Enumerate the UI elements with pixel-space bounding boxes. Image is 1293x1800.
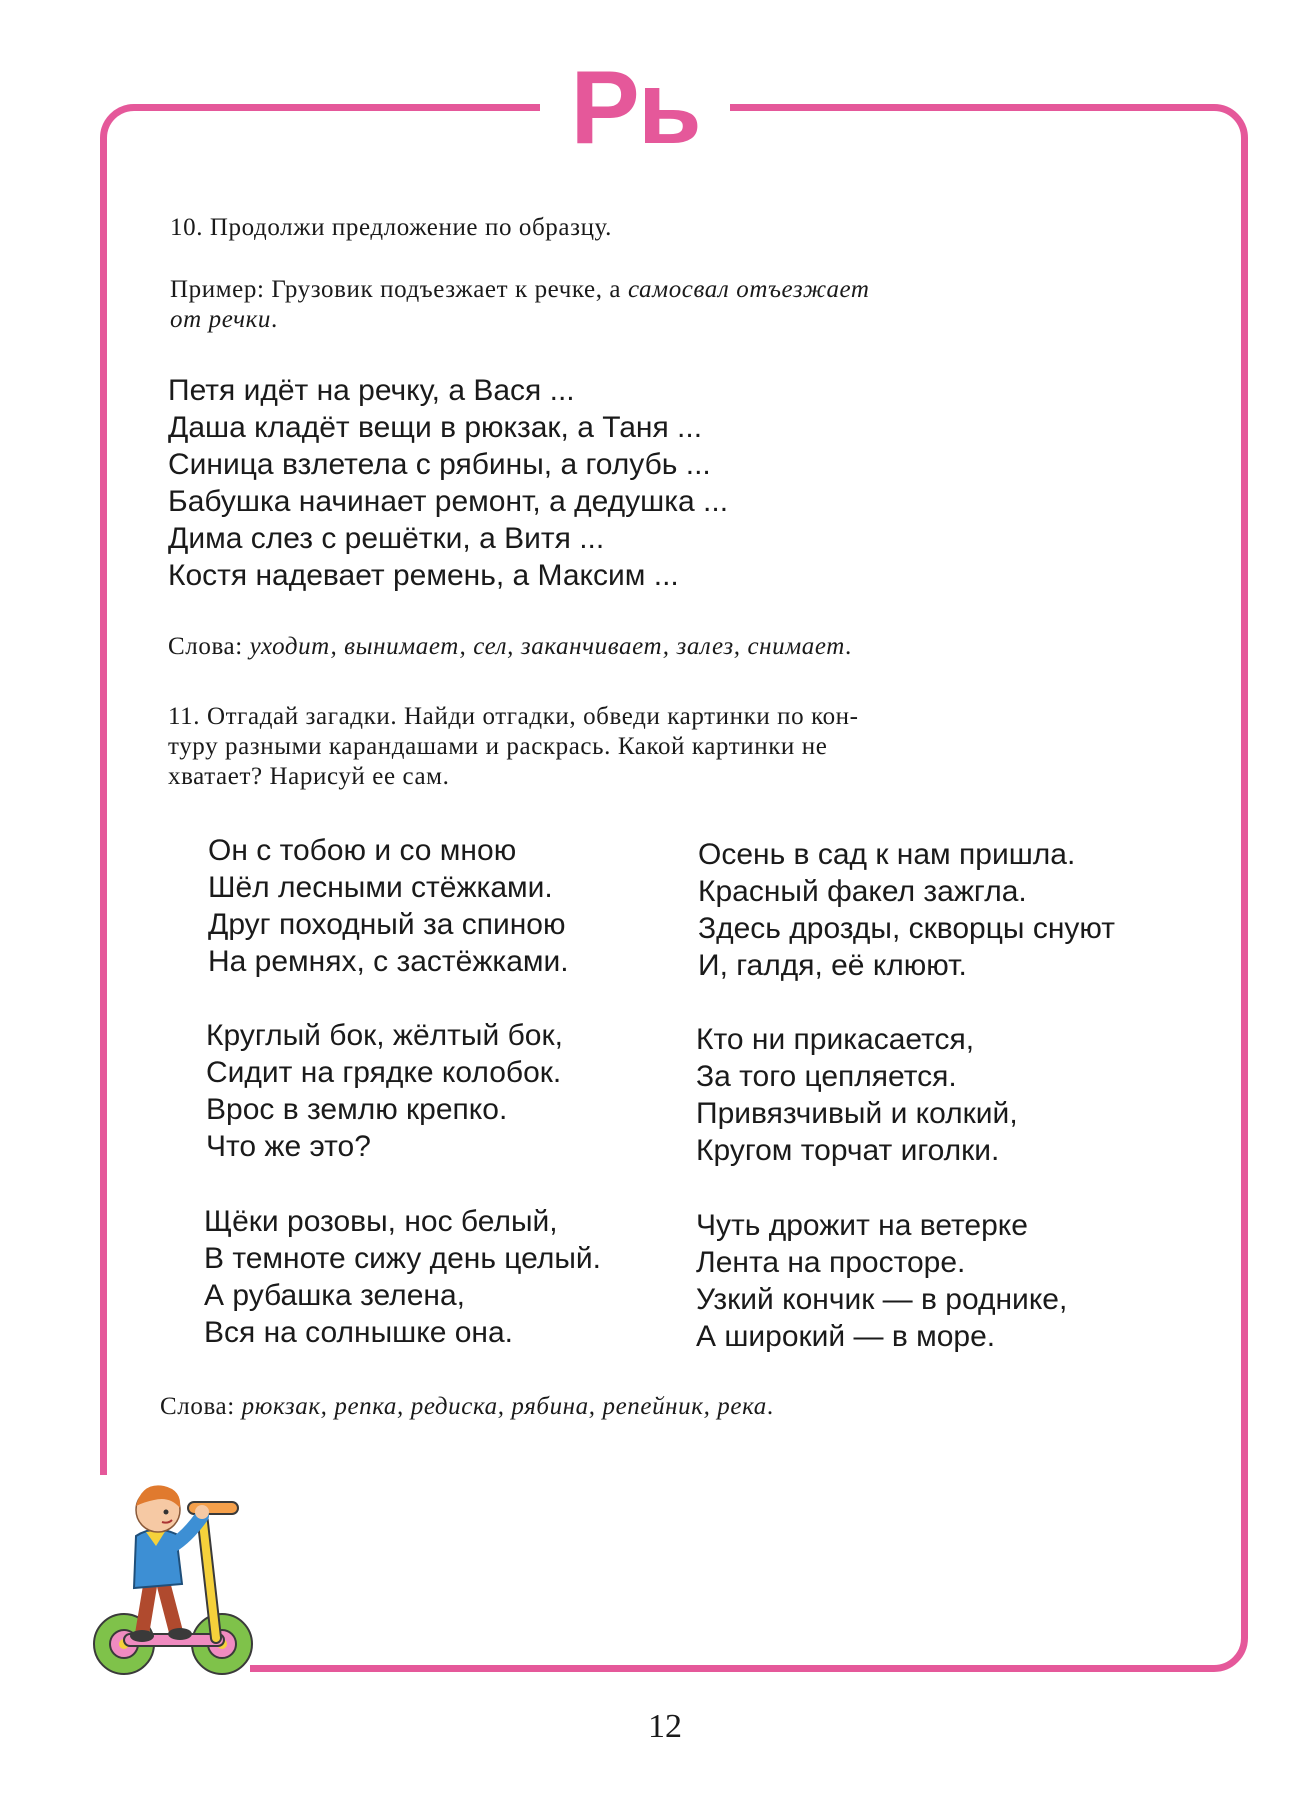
- page-number: 12: [648, 1708, 682, 1745]
- riddle-line: Друг походный за спиною: [208, 908, 566, 941]
- riddle-line: Осень в сад к нам пришла.: [698, 838, 1076, 871]
- task10-words: [168, 632, 852, 662]
- riddle-line: А рубашка зелена,: [204, 1279, 465, 1312]
- task11-heading-line: хватает? Нарисуй ее сам.: [168, 763, 450, 790]
- task11-heading: [168, 702, 859, 792]
- riddle-line: За того цепляется.: [696, 1060, 957, 1093]
- riddle-line: Вся на солнышке она.: [204, 1316, 513, 1349]
- riddle-line: Чуть дрожит на ветерке: [696, 1209, 1028, 1242]
- riddle-line: На ремнях, с застёжками.: [208, 945, 569, 978]
- riddle-line: Привязчивый и колкий,: [696, 1097, 1018, 1130]
- riddle-line: Сидит на грядке колобок.: [206, 1056, 562, 1089]
- task11-heading-line: 11. Отгадай загадки. Найди отгадки, обведи картинки по кон-: [168, 703, 859, 730]
- riddle-line: Здесь дрозды, скворцы снуют: [698, 912, 1115, 945]
- riddle-right-2: [696, 1021, 1018, 1169]
- riddle-line: Красный факел зажгла.: [698, 875, 1027, 908]
- riddle-left-1: [208, 832, 569, 980]
- page-title: Рь: [570, 50, 700, 166]
- task10-sentences: [168, 372, 728, 594]
- example-prefix: Пример: Грузовик подъезжает к речке, а: [170, 276, 628, 303]
- riddle-left-2: [206, 1017, 563, 1165]
- task10-example: [170, 275, 1070, 335]
- example-end: .: [271, 306, 278, 333]
- sentence: Даша кладёт вещи в рюкзак, а Таня ...: [168, 411, 703, 444]
- riddle-line: Шёл лесными стёжками.: [208, 871, 553, 904]
- words-list: уходит, вынимает, сел, заканчивает, залез, снимает: [249, 633, 845, 660]
- riddle-right-1: [698, 836, 1115, 984]
- task11-words: [160, 1392, 774, 1422]
- sentence: Костя надевает ремень, а Максим ...: [168, 559, 679, 592]
- example-italic-1: самосвал отъезжает: [627, 276, 870, 303]
- riddle-line: Узкий кончик — в роднике,: [696, 1283, 1068, 1316]
- task10-heading-text: 10. Продолжи предложение по образцу.: [170, 214, 613, 241]
- example-italic-2: от речки: [170, 306, 271, 333]
- task11-heading-line: туру разными карандашами и раскрась. Какой картинки не: [168, 733, 828, 760]
- riddle-line: В темноте сижу день целый.: [204, 1242, 601, 1275]
- riddle-line: Щёки розовы, нос белый,: [204, 1205, 558, 1238]
- words-end: .: [844, 633, 852, 660]
- words-list: рюкзак, репка, редиска, рябина, репейник, река: [241, 1393, 767, 1420]
- words-end: .: [766, 1393, 774, 1420]
- riddle-line: Круглый бок, жёлтый бок,: [206, 1019, 563, 1052]
- words-label: Слова:: [168, 633, 250, 660]
- boy-on-scooter-icon: [84, 1466, 264, 1686]
- sentence: Синица взлетела с рябины, а голубь ...: [168, 448, 711, 481]
- sentence: Петя идёт на речку, а Вася ...: [168, 374, 575, 407]
- riddle-line: Кто ни прикасается,: [696, 1023, 975, 1056]
- sentence: Дима слез с решётки, а Витя ...: [168, 522, 605, 555]
- sentence: Бабушка начинает ремонт, а дедушка ...: [168, 485, 729, 518]
- task10-heading: [170, 213, 612, 243]
- riddle-left-3: [204, 1203, 601, 1351]
- riddle-line: Он с тобою и со мною: [208, 834, 517, 867]
- riddle-line: Кругом торчат иголки.: [696, 1134, 1000, 1167]
- riddle-line: Что же это?: [206, 1130, 371, 1163]
- riddle-line: Лента на просторе.: [696, 1246, 966, 1279]
- riddle-line: Врос в землю крепко.: [206, 1093, 508, 1126]
- words-label: Слова:: [160, 1393, 242, 1420]
- riddle-line: И, галдя, её клюют.: [698, 949, 967, 982]
- riddle-right-3: [696, 1207, 1067, 1355]
- riddle-line: А широкий — в море.: [696, 1320, 996, 1353]
